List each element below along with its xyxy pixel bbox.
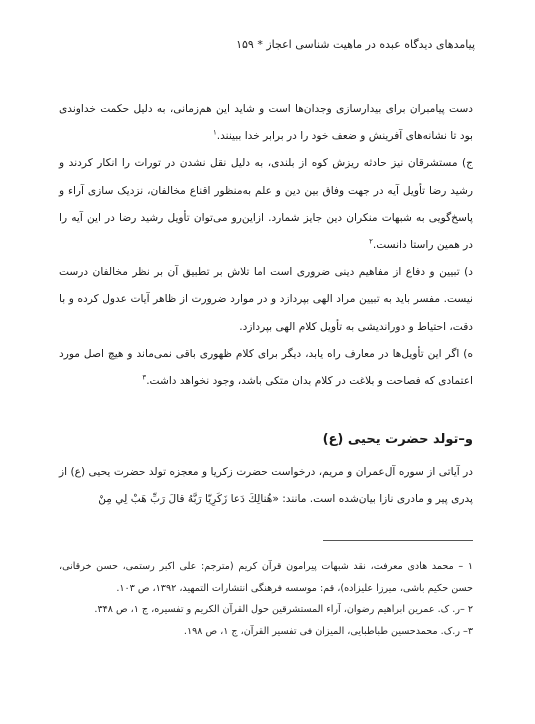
- section-heading: و–تولد حضرت یحیی (ع): [322, 432, 473, 447]
- paragraph-3-text: د) تبیین و دفاع از مفاهیم دینی ضروری است اما تلاش بر تطبیق آن بر نظر مخالفان درست نیست. مفسر باید به تبیین مراد الهی بپردازد و در موارد ضرورت از ظاهر آیات عدول کرده و با دقت، احتیاط و دوراندیشی به تأویل کلام الهی بپردازد.: [59, 266, 473, 333]
- footnote-3: ۳– ر.ک. محمدحسین طباطبایی، المیزان فی تفسیر القرآن، ج ۱، ص ۱۹۸.: [183, 625, 473, 637]
- main-text: [59, 96, 473, 395]
- section-paragraph-text: در آیاتی از سوره آل‌عمران و مریم، درخواست حضرت زکریا و معجزه تولد حضرت یحیی (ع) از پدری پیر و مادری نازا بیان‌شده است. مانند: «: [59, 466, 473, 505]
- footnote-1: ۱ – محمد هادی معرفت، نقد شبهات پیرامون قرآن کریم (مترجم: علی اکبر رستمی، حسن خرقانی، حسن حکیم باشی، میرزا علیزاده)، قم: موسسه فرهنگی انتشارات التمهید، ۱۳۹۲، ص ۱۰۳.: [59, 561, 473, 594]
- footnote-divider: [323, 540, 473, 541]
- footnote-2: ۲ –ر. ک. عمرین ابراهیم رضوان، آراء المستشرقین حول القرآن الکریم و تفسیره، ج ۱، ص ۳۴۸.: [94, 604, 473, 615]
- footnote-mark-2: ۲: [369, 237, 373, 246]
- footnotes: [59, 556, 473, 642]
- paragraph-2-text: ج) مستشرقان نیز حادثه ریزش کوه از بلندی، به دلیل نقل نشدن در تورات را انکار کردند و رشید رضا تأویل آیه در جهت وفاق بین دین و علم به‌منظور اقناع مخالفان، نزدیک سازی آراء و پاسخ‌گویی به شبهات منکران دین جایز شمارد. ازاین‌رو می‌توان تأویل رشید رضا در این آیه را در همین راستا دانست.: [59, 157, 473, 252]
- paragraph-1: [59, 96, 473, 150]
- paragraph-3: [59, 259, 473, 341]
- paragraph-1-text: دست پیامبران برای بیدارسازی وجدان‌ها است و شاید این هم‌زمانی، به دلیل حکمت خداوندی بود تا نشانه‌های آفرینش و ضعف خود را در برابر خدا ببینند.: [59, 103, 473, 143]
- paragraph-4: [59, 341, 473, 395]
- section-paragraph: [59, 459, 473, 513]
- running-header: پیامدهای دیدگاه عبده در ماهیت شناسی اعجاز * ۱۵۹: [236, 38, 475, 51]
- quran-quote: هُنالِكَ دَعا زَكَرِيّا رَبَّهُ قالَ رَبِّ هَبْ لِي مِنْ: [98, 493, 273, 505]
- footnote-mark-3: ۳: [142, 373, 147, 382]
- footnote-mark-1: ۱: [212, 128, 217, 137]
- paragraph-4-text: ه) اگر این تأویل‌ها در معارف راه یابد، دیگر برای کلام ظهوری باقی نمی‌ماند و هیچ اصل مورد اعتمادی که فصاحت و بلاغت در کلام بدان متکی باشد، وجود نخواهد داشت.: [59, 347, 473, 388]
- paragraph-2: [59, 150, 473, 259]
